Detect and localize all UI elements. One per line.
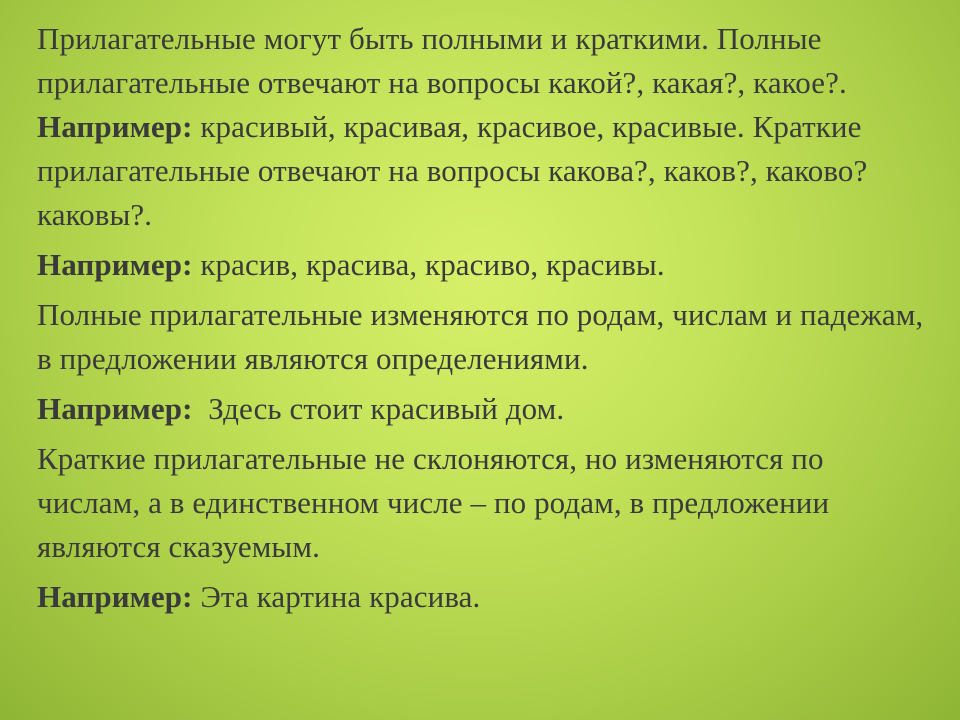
example-label: Например:	[37, 247, 193, 282]
example-label: Например:	[37, 391, 193, 426]
short-sentence-example-text: Эта картина красива.	[192, 579, 481, 614]
full-example-text: Здесь стоит красивый дом.	[192, 391, 565, 426]
full-rule-text: Полные прилагательные изменяются по родам, числам и падежам, в предложении являются определениями.	[37, 297, 924, 376]
slide-text-body	[37, 17, 927, 625]
intro-text-part2: красивый, красивая, красивое, красивые. Краткие прилагательные отвечают на вопросы какова?, каков?, каково? каковы?.	[37, 109, 868, 232]
example-label: Например:	[37, 579, 193, 614]
paragraph-short-rule	[37, 437, 927, 569]
short-example-text: красив, красива, красиво, красивы.	[192, 247, 665, 282]
short-rule-text: Краткие прилагательные не склоняются, но изменяются по числам, а в единственном числе – по родам, в предложении являются сказуемым.	[37, 441, 830, 564]
intro-text-part1: Прилагательные могут быть полными и краткими. Полные прилагательные отвечают на вопросы какой?, какая?, какое?.	[37, 21, 847, 100]
paragraph-short-example	[37, 243, 927, 287]
paragraph-short-sentence-example	[37, 575, 927, 619]
example-label: Например:	[37, 109, 193, 144]
paragraph-full-rule	[37, 293, 927, 381]
paragraph-full-example	[37, 387, 927, 431]
paragraph-intro	[37, 17, 927, 237]
